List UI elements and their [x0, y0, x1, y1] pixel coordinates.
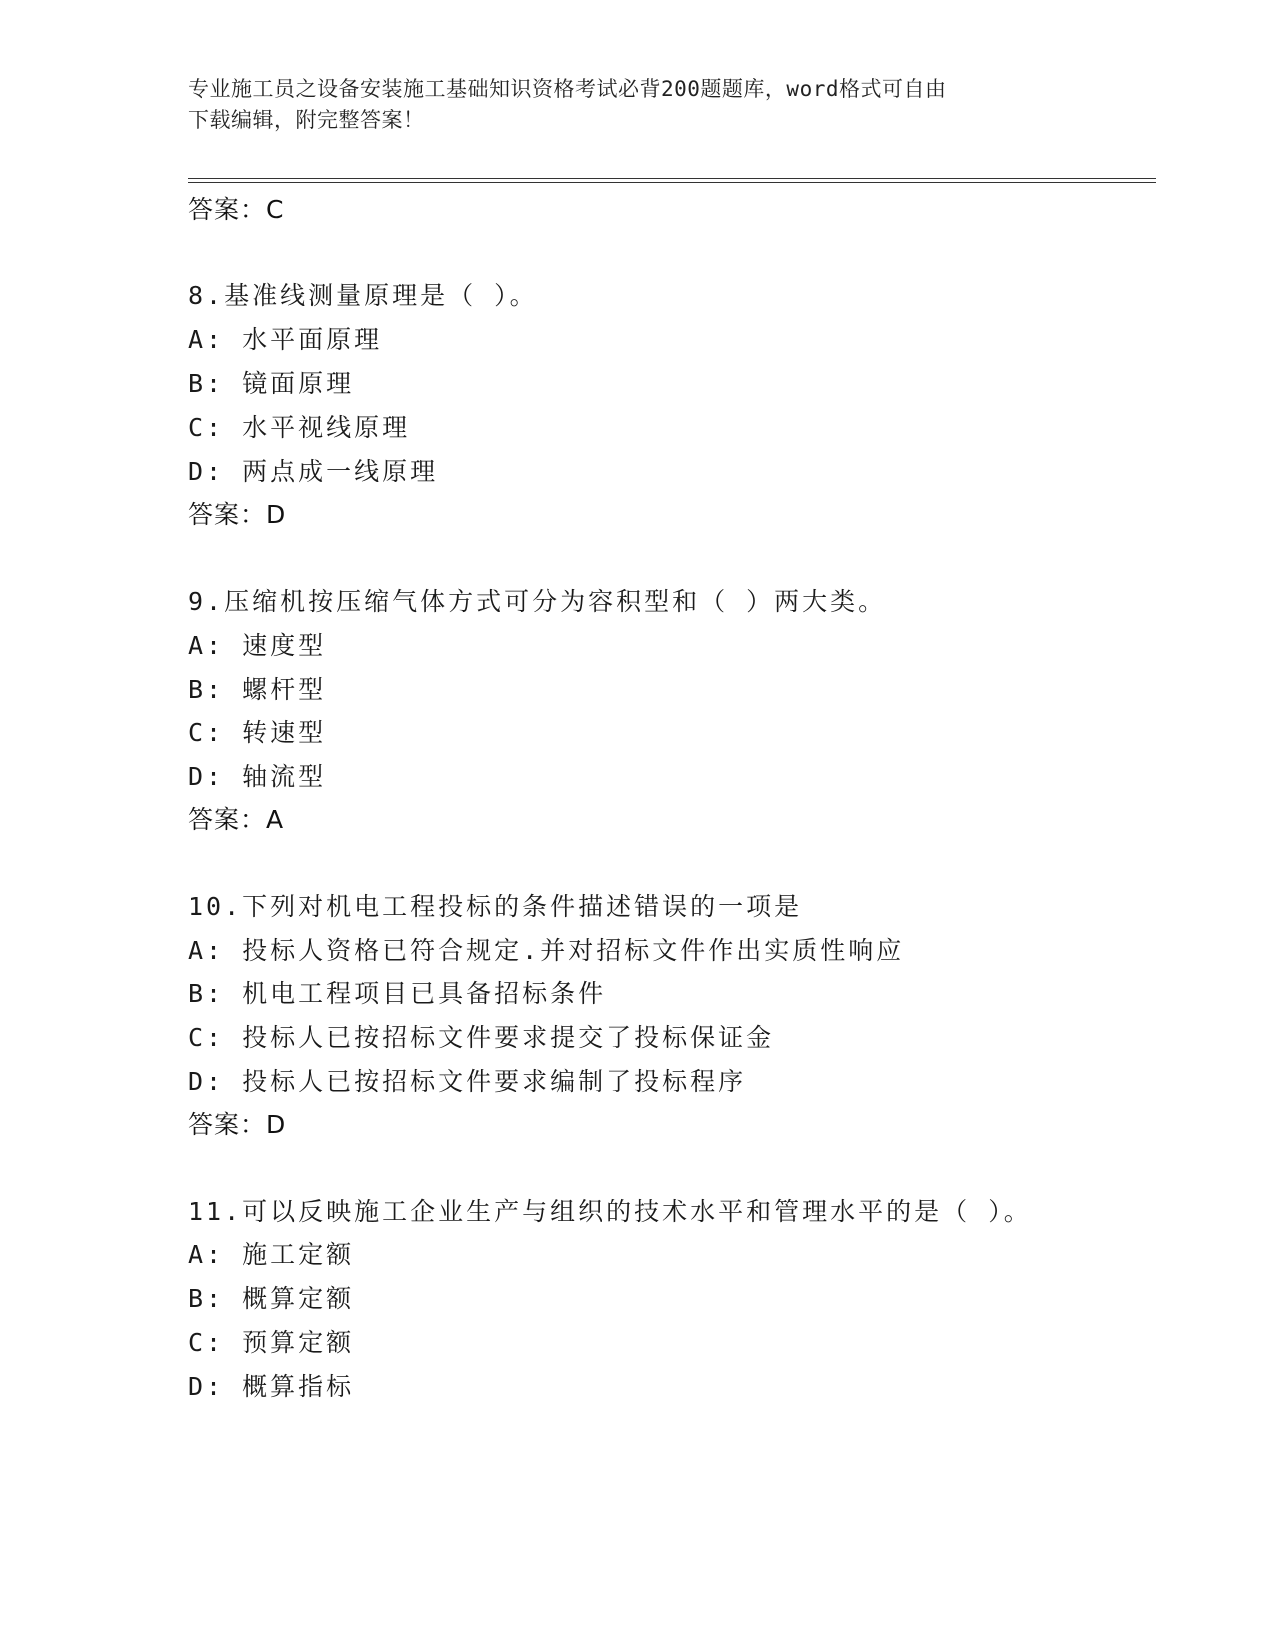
header-line-1: 专业施工员之设备安装施工基础知识资格考试必背200题题库，word格式可自由 [188, 77, 947, 101]
option-c: C: 水平视线原理 [188, 413, 411, 442]
option-a: A: 速度型 [188, 631, 327, 660]
question-stem: 8.基准线测量原理是（ ）。 [188, 281, 538, 310]
option-c: C: 预算定额 [188, 1328, 355, 1357]
header-line-2: 下载编辑，附完整答案！ [188, 108, 425, 132]
question-stem: 9.压缩机按压缩气体方式可分为容积型和（ ）两大类。 [188, 587, 887, 616]
document-header [188, 74, 1088, 136]
option-d: D: 概算指标 [188, 1372, 355, 1401]
option-c: C: 投标人已按招标文件要求提交了投标保证金 [188, 1023, 775, 1052]
option-b: B: 螺杆型 [188, 675, 327, 704]
option-a: A: 施工定额 [188, 1240, 355, 1269]
option-a: A: 投标人资格已符合规定.并对招标文件作出实质性响应 [188, 936, 905, 965]
header-rule-bottom [188, 182, 1156, 183]
answer: 答案：D [188, 500, 287, 529]
answer: 答案：A [188, 805, 285, 834]
option-d: D: 投标人已按招标文件要求编制了投标程序 [188, 1067, 747, 1096]
option-b: B: 机电工程项目已具备招标条件 [188, 979, 607, 1008]
option-c: C: 转速型 [188, 718, 327, 747]
option-d: D: 两点成一线原理 [188, 457, 439, 486]
question-stem: 10.下列对机电工程投标的条件描述错误的一项是 [188, 892, 803, 921]
option-b: B: 概算定额 [188, 1284, 355, 1313]
option-b: B: 镜面原理 [188, 369, 355, 398]
answer: 答案：D [188, 1110, 287, 1139]
option-d: D: 轴流型 [188, 762, 327, 791]
option-a: A: 水平面原理 [188, 325, 383, 354]
question-stem: 11.可以反映施工企业生产与组织的技术水平和管理水平的是（ ）。 [188, 1197, 1032, 1226]
header-rule-top [188, 178, 1156, 179]
previous-answer: 答案：C [188, 195, 285, 224]
